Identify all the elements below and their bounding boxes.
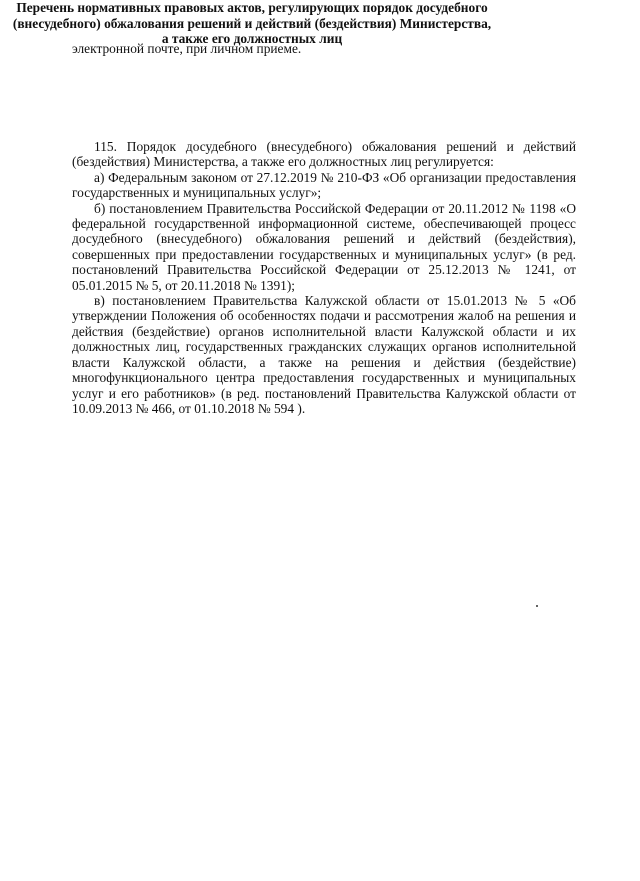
paragraph-a: а) Федеральным законом от 27.12.2019 № 210-ФЗ «Об организации предоставления государственных и муниципальных услуг»; xyxy=(72,169,576,201)
paragraph-v: в) постановлением Правительства Калужской области от 15.01.2013 № 5 «Об утверждении Положения об особенностях подачи и рассмотрения жалоб на решения и действия (бездействие) органов исполнительной власти Калужской области и их должностных лиц, государственных гражданских служащих органов исполнительной власти Калужской области, а также на решения и действия (бездействие) многофункционального центра предоставления государственных и муниципальных услуг и его работников» (в ред. постановлений Правительства Калужской области от 10.09.2013 № 466, от 01.10.2018 № 594 ). xyxy=(72,293,576,416)
heading-line-3: а также его должностных лиц xyxy=(161,31,343,47)
body-text xyxy=(72,139,576,416)
section-heading xyxy=(0,0,504,47)
heading-line-1: Перечень нормативных правовых актов, регулирующих порядок досудебного xyxy=(16,0,488,15)
scan-speck xyxy=(536,605,538,607)
heading-line-2: (внесудебного) обжалования решений и действий (бездействия) Министерства, xyxy=(12,15,492,31)
paragraph-b: б) постановлением Правительства Российской Федерации от 20.11.2012 № 1198 «О федеральной государственной информационной системе, обеспечивающей процесс досудебного (внесудебного) обжалования решений и действий (бездействия), совершенных при предоставлении государственных и муниципальных услуг» (в ред. постановлений Правительства Российской Федерации от 25.12.2013 № 1241, от 05.01.2015 № 5, от 20.11.2018 № 1391); xyxy=(72,200,576,293)
paragraph-115: 115. Порядок досудебного (внесудебного) обжалования решений и действий (бездействия) Министерства, а также его должностных лиц регулируется: xyxy=(72,139,576,170)
intro-fragment: электронной почте, при личном приеме. xyxy=(72,41,302,56)
